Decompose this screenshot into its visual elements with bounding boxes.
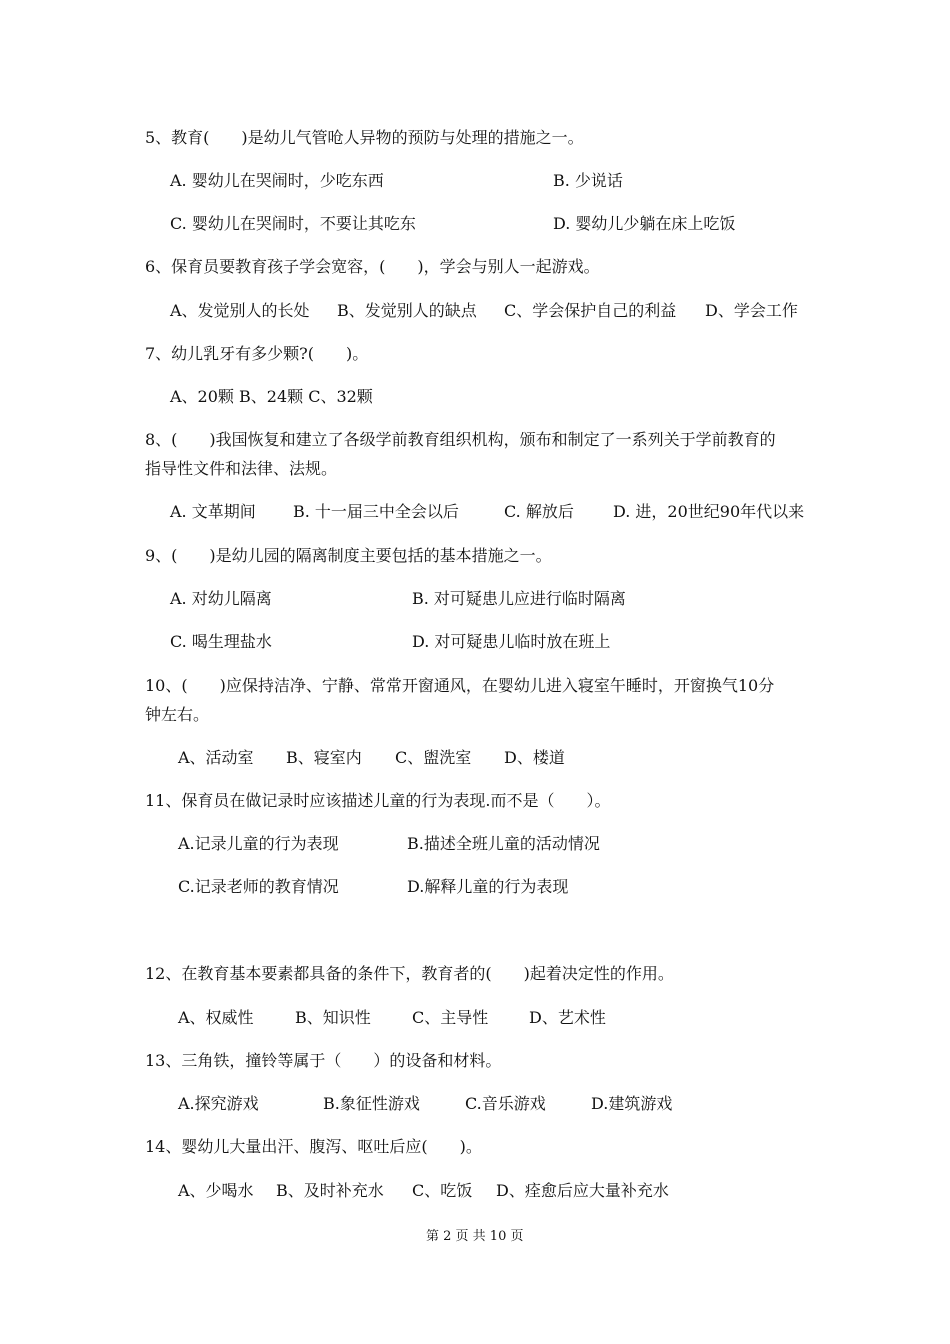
q12-option-c: C、主导性	[412, 1008, 489, 1027]
q5-stem: 5、教育( )是幼儿气管呛人异物的预防与处理的措施之一。	[145, 128, 584, 147]
q9-option-d: D. 对可疑患儿临时放在班上	[412, 632, 611, 651]
q10-stem-line2: 钟左右。	[145, 705, 210, 724]
q13-option-a: A.探究游戏	[178, 1094, 259, 1113]
q6-stem: 6、保育员要教育孩子学会宽容，( )，学会与别人一起游戏。	[145, 257, 600, 276]
q13-stem: 13、三角铁，撞铃等属于（ ）的设备和材料。	[145, 1051, 502, 1070]
q9-option-b: B. 对可疑患儿应进行临时隔离	[412, 589, 626, 608]
q9-stem: 9、( )是幼儿园的隔离制度主要包括的基本措施之一。	[145, 546, 552, 565]
q12-option-b: B、知识性	[295, 1008, 371, 1027]
q8-option-c: C. 解放后	[504, 502, 574, 521]
q8-stem-line2: 指导性文件和法律、法规。	[145, 459, 338, 478]
q6-option-d: D、学会工作	[705, 301, 798, 320]
q10-stem-line1: 10、( )应保持洁净、宁静、常常开窗通风，在婴幼儿进入寝室午睡时，开窗换气10分	[145, 676, 775, 695]
q10-option-a: A、活动室	[178, 748, 254, 767]
q11-option-b: B.描述全班儿童的活动情况	[407, 834, 600, 853]
q6-option-a: A、发觉别人的长处	[170, 301, 310, 320]
q5-option-c: C. 婴幼儿在哭闹时，不要让其吃东	[170, 214, 416, 233]
q8-option-a: A. 文革期间	[170, 502, 256, 521]
q11-option-c: C.记录老师的教育情况	[178, 877, 339, 896]
q14-option-c: C、吃饭	[412, 1181, 473, 1200]
q12-option-d: D、艺术性	[529, 1008, 606, 1027]
q12-stem: 12、在教育基本要素都具备的条件下，教育者的( )起着决定性的作用。	[145, 964, 674, 983]
q10-option-d: D、楼道	[504, 748, 565, 767]
q10-option-b: B、寝室内	[286, 748, 362, 767]
q14-option-d: D、痊愈后应大量补充水	[496, 1181, 669, 1200]
q12-option-a: A、权威性	[178, 1008, 254, 1027]
q13-option-b: B.象征性游戏	[323, 1094, 420, 1113]
q11-option-d: D.解释儿童的行为表现	[407, 877, 569, 896]
q13-option-d: D.建筑游戏	[591, 1094, 673, 1113]
q5-option-d: D. 婴幼儿少躺在床上吃饭	[553, 214, 736, 233]
q8-option-d: D. 进，20世纪90年代以来	[613, 502, 805, 521]
page-number-footer: 第 2 页 共 10 页	[426, 1229, 524, 1244]
q11-option-a: A.记录儿童的行为表现	[178, 834, 339, 853]
q8-option-b: B. 十一届三中全会以后	[293, 502, 459, 521]
q9-option-c: C. 喝生理盐水	[170, 632, 272, 651]
q6-option-b: B、发觉别人的缺点	[337, 301, 477, 320]
q7-stem: 7、幼儿乳牙有多少颗?( )。	[145, 344, 369, 363]
q5-option-b: B. 少说话	[553, 171, 623, 190]
q14-option-b: B、及时补充水	[276, 1181, 384, 1200]
q14-option-a: A、少喝水	[178, 1181, 254, 1200]
q11-stem: 11、保育员在做记录时应该描述儿童的行为表现.而不是（ ）。	[145, 791, 611, 810]
q13-option-c: C.音乐游戏	[465, 1094, 546, 1113]
q5-option-a: A. 婴幼儿在哭闹时，少吃东西	[170, 171, 384, 190]
q7-options: A、20颗 B、24颗 C、32颗	[170, 387, 373, 406]
q9-option-a: A. 对幼儿隔离	[170, 589, 272, 608]
q10-option-c: C、盥洗室	[395, 748, 472, 767]
q6-option-c: C、学会保护自己的利益	[504, 301, 677, 320]
q14-stem: 14、婴幼儿大量出汗、腹泻、呕吐后应( )。	[145, 1137, 482, 1156]
q8-stem-line1: 8、( )我国恢复和建立了各级学前教育组织机构，颁布和制定了一系列关于学前教育的	[145, 430, 776, 449]
